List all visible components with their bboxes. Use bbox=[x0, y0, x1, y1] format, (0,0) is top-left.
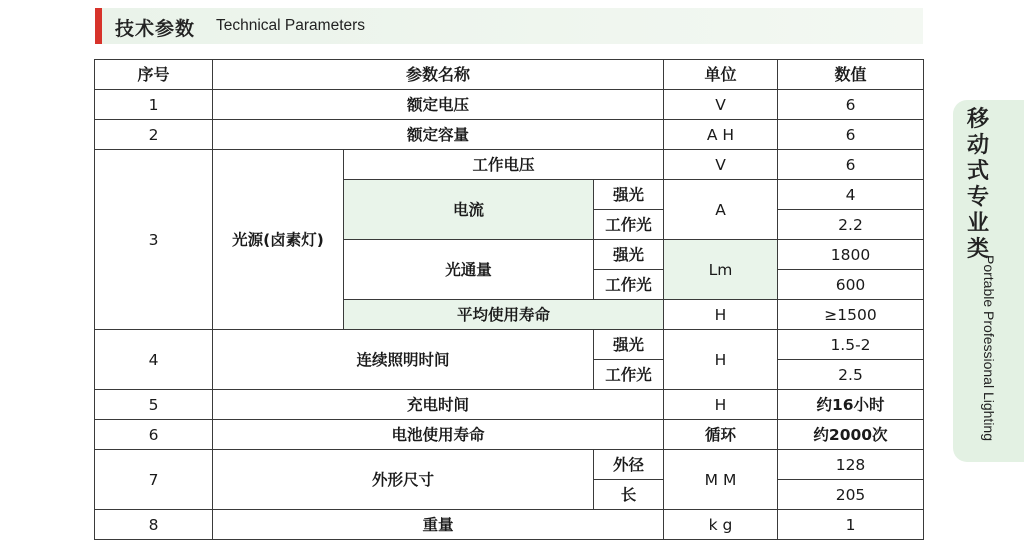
param-value: ≥1500 bbox=[778, 300, 924, 330]
category-char: 移 bbox=[966, 107, 989, 132]
param-value: 2.2 bbox=[778, 210, 924, 240]
row-index: 3 bbox=[95, 150, 213, 330]
category-label-en: Portable Professional Lighting bbox=[981, 255, 997, 442]
table-header-row bbox=[95, 60, 924, 90]
param-unit: Lm bbox=[664, 240, 778, 300]
technical-parameters-table bbox=[94, 59, 924, 540]
param-unit: H bbox=[664, 390, 778, 420]
param-name: 充电时间 bbox=[213, 390, 664, 420]
param-value: 2.5 bbox=[778, 360, 924, 390]
header-value: 数值 bbox=[778, 60, 924, 90]
param-unit: H bbox=[664, 300, 778, 330]
param-sub-label: 长 bbox=[594, 480, 664, 510]
header-unit: 单位 bbox=[664, 60, 778, 90]
param-name: 额定电压 bbox=[213, 90, 664, 120]
param-unit: H bbox=[664, 330, 778, 390]
category-label-cn bbox=[964, 107, 992, 263]
row-index: 5 bbox=[95, 390, 213, 420]
param-name: 平均使用寿命 bbox=[344, 300, 664, 330]
param-sub-label: 强光 bbox=[594, 180, 664, 210]
param-value: 约2000次 bbox=[778, 420, 924, 450]
param-name: 工作电压 bbox=[344, 150, 664, 180]
row-index: 7 bbox=[95, 450, 213, 510]
param-name: 重量 bbox=[213, 510, 664, 540]
table-row bbox=[95, 450, 924, 480]
section-title-cn: 技术参数 bbox=[115, 18, 196, 40]
category-char: 动 bbox=[966, 133, 989, 158]
table-row bbox=[95, 90, 924, 120]
row-index: 2 bbox=[95, 120, 213, 150]
param-unit: 循环 bbox=[664, 420, 778, 450]
section-header-accent-bar bbox=[95, 8, 102, 44]
param-unit: M M bbox=[664, 450, 778, 510]
table-row bbox=[95, 150, 924, 180]
param-value: 1.5-2 bbox=[778, 330, 924, 360]
param-unit: V bbox=[664, 90, 778, 120]
param-value: 205 bbox=[778, 480, 924, 510]
param-value: 约16小时 bbox=[778, 390, 924, 420]
param-value: 6 bbox=[778, 120, 924, 150]
category-char: 类 bbox=[966, 237, 989, 262]
param-name: 电池使用寿命 bbox=[213, 420, 664, 450]
table-row bbox=[95, 390, 924, 420]
param-value: 1 bbox=[778, 510, 924, 540]
param-sub-label: 强光 bbox=[594, 330, 664, 360]
param-sub-label: 工作光 bbox=[594, 270, 664, 300]
param-value: 600 bbox=[778, 270, 924, 300]
row-index: 8 bbox=[95, 510, 213, 540]
param-name: 外形尺寸 bbox=[213, 450, 594, 510]
section-title-en: Technical Parameters bbox=[216, 17, 366, 34]
param-unit: A bbox=[664, 180, 778, 240]
param-value: 128 bbox=[778, 450, 924, 480]
param-name: 额定容量 bbox=[213, 120, 664, 150]
param-unit: V bbox=[664, 150, 778, 180]
row-index: 4 bbox=[95, 330, 213, 390]
header-index: 序号 bbox=[95, 60, 213, 90]
param-sub-label: 强光 bbox=[594, 240, 664, 270]
param-value: 6 bbox=[778, 150, 924, 180]
param-value: 4 bbox=[778, 180, 924, 210]
param-value: 1800 bbox=[778, 240, 924, 270]
table-row bbox=[95, 120, 924, 150]
row-index: 1 bbox=[95, 90, 213, 120]
param-value: 6 bbox=[778, 90, 924, 120]
row-index: 6 bbox=[95, 420, 213, 450]
table-row bbox=[95, 420, 924, 450]
category-char: 专 bbox=[966, 185, 989, 210]
table-row bbox=[95, 510, 924, 540]
param-name: 光通量 bbox=[344, 240, 594, 300]
param-group-light-source: 光源(卤素灯) bbox=[213, 150, 344, 330]
param-sub-label: 外径 bbox=[594, 450, 664, 480]
param-unit: A H bbox=[664, 120, 778, 150]
header-name: 参数名称 bbox=[213, 60, 664, 90]
param-unit: k g bbox=[664, 510, 778, 540]
category-char: 式 bbox=[966, 159, 989, 184]
category-char: 业 bbox=[966, 211, 989, 236]
param-name: 连续照明时间 bbox=[213, 330, 594, 390]
table-row bbox=[95, 330, 924, 360]
param-name: 电流 bbox=[344, 180, 594, 240]
param-sub-label: 工作光 bbox=[594, 360, 664, 390]
param-sub-label: 工作光 bbox=[594, 210, 664, 240]
